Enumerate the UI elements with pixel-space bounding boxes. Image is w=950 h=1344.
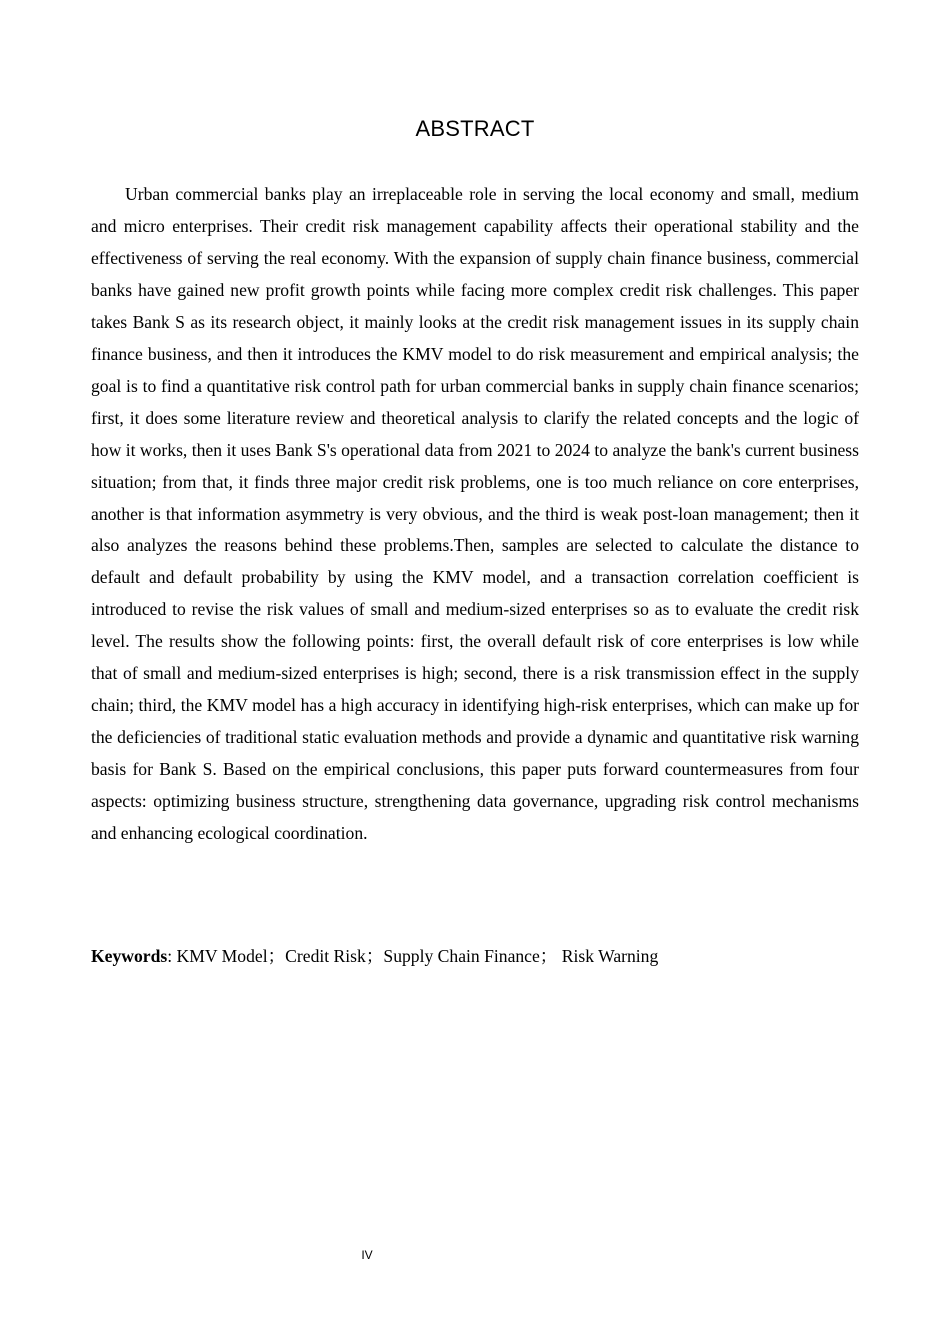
page-number: IV: [361, 1248, 373, 1262]
keywords-line: [91, 942, 859, 970]
abstract-title: ABSTRACT: [415, 116, 535, 141]
keywords-list: : KMV Model；Credit Risk；Supply Chain Finance； Risk Warning: [167, 946, 659, 966]
keywords-label: Keywords: [91, 946, 168, 966]
abstract-body: Urban commercial banks play an irreplaceable role in serving the local economy and small, medium and micro enterprises. Their credit risk management capability affects their operational stability and the effectiveness of serving the real economy. With the expansion of supply chain finance business, commercial banks have gained new profit growth points while facing more complex credit risk challenges. This paper takes Bank S as its research object, it mainly looks at the credit risk management issues in its supply chain finance business, and then it introduces the KMV model to do risk measurement and empirical analysis; the goal is to find a quantitative risk control path for urban commercial banks in supply chain finance scenarios; first, it does some literature review and theoretical analysis to clarify the related concepts and the logic of how it works, then it uses Bank S's operational data from 2021 to 2024 to analyze the bank's current business situation; from that, it finds three major credit risk problems, one is too much reliance on core enterprises, another is that information asymmetry is very obvious, and the third is weak post-loan management; then it also analyzes the reasons behind these problems.Then, samples are selected to calculate the distance to default and default probability by using the KMV model, and a transaction correlation coefficient is introduced to revise the risk values of small and medium-sized enterprises so as to evaluate the credit risk level. The results show the following points: first, the overall default risk of core enterprises is low while that of small and medium-sized enterprises is high; second, there is a risk transmission effect in the supply chain; third, the KMV model has a high accuracy in identifying high-risk enterprises, which can make up for the deficiencies of traditional static evaluation methods and provide a dynamic and quantitative risk warning basis for Bank S. Based on the empirical conclusions, this paper puts forward countermeasures from four aspects: optimizing business structure, strengthening data governance, upgrading risk control mechanisms and enhancing ecological coordination.: [91, 184, 859, 844]
